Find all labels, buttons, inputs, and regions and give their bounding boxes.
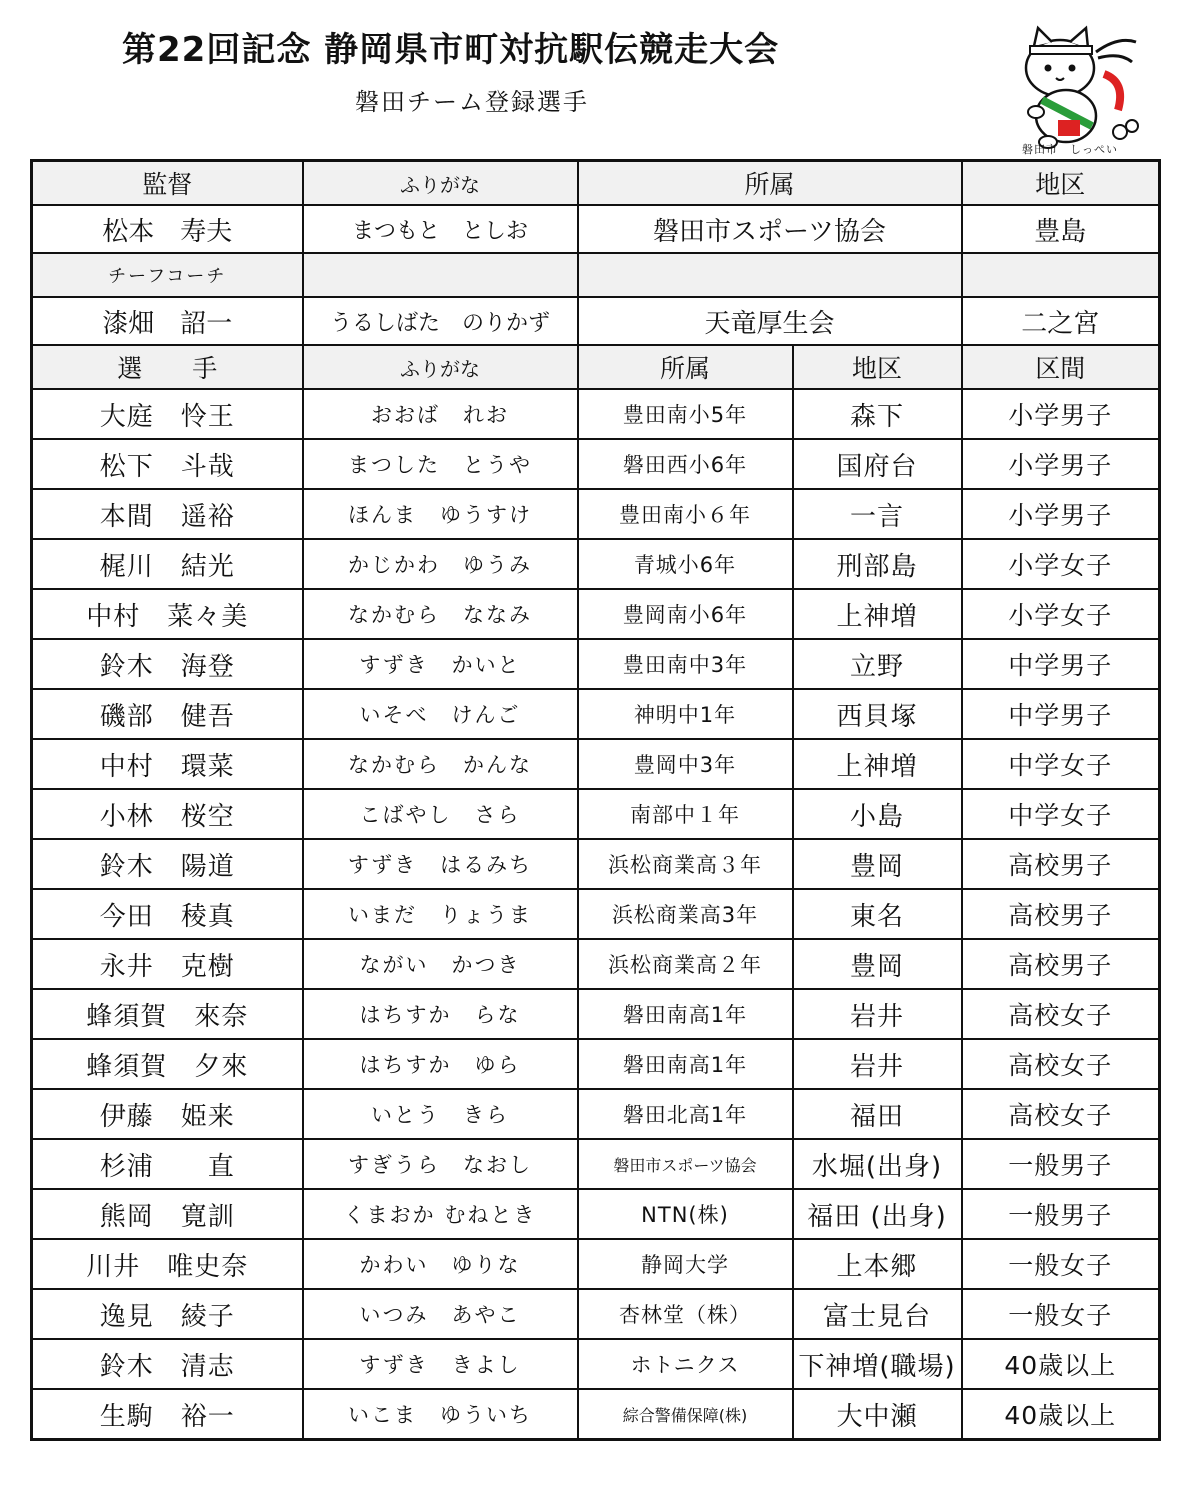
athlete-name: 今田 稜真	[32, 889, 303, 939]
athlete-list	[32, 389, 1160, 1440]
athlete-district: 大中瀬	[793, 1389, 962, 1440]
athlete-name: 小林 桜空	[32, 789, 303, 839]
athlete-district: 上本郷	[793, 1239, 962, 1289]
director-district: 豊島	[962, 205, 1160, 253]
athlete-name: 中村 環菜	[32, 739, 303, 789]
header-affiliation: 所属	[578, 161, 962, 206]
coach-affiliation: 天竜厚生会	[578, 297, 962, 345]
header-kana: ふりがな	[303, 161, 578, 206]
athlete-section: 40歳以上	[962, 1339, 1160, 1389]
athlete-section: 高校女子	[962, 1089, 1160, 1139]
table-row	[32, 539, 1160, 589]
athlete-district: 岩井	[793, 1039, 962, 1089]
mascot-icon	[1008, 22, 1148, 157]
athlete-name: 大庭 怜王	[32, 389, 303, 439]
athlete-affiliation: 磐田南高1年	[578, 989, 793, 1039]
director-kana: まつもと としお	[303, 205, 578, 253]
table-row	[32, 1189, 1160, 1239]
athlete-affiliation: 磐田西小6年	[578, 439, 793, 489]
athlete-section: 中学男子	[962, 639, 1160, 689]
athlete-affiliation: 豊田南中3年	[578, 639, 793, 689]
table-row	[32, 889, 1160, 939]
athlete-district: 西貝塚	[793, 689, 962, 739]
athlete-district: 東名	[793, 889, 962, 939]
athlete-affiliation: 杏林堂（株）	[578, 1289, 793, 1339]
athlete-name: 川井 唯史奈	[32, 1239, 303, 1289]
roster-table	[30, 159, 1161, 1441]
athlete-name: 中村 菜々美	[32, 589, 303, 639]
coach-kana: うるしばた のりかず	[303, 297, 578, 345]
coach-name: 漆畑 詔一	[32, 297, 303, 345]
athlete-district: 豊岡	[793, 939, 962, 989]
athlete-affiliation: 青城小6年	[578, 539, 793, 589]
athlete-district: 水堀(出身)	[793, 1139, 962, 1189]
athlete-section: 小学女子	[962, 539, 1160, 589]
athlete-kana: いとう きら	[303, 1089, 578, 1139]
athlete-section: 一般女子	[962, 1289, 1160, 1339]
athlete-affiliation: 静岡大学	[578, 1239, 793, 1289]
header-athlete-section: 区間	[962, 345, 1160, 389]
athlete-kana: すずき はるみち	[303, 839, 578, 889]
coach-header-empty-kana	[303, 253, 578, 297]
table-row	[32, 489, 1160, 539]
coach-label: チーフコーチ	[32, 253, 303, 297]
athlete-kana: こばやし さら	[303, 789, 578, 839]
director-row	[32, 205, 1160, 253]
athlete-section: 中学女子	[962, 739, 1160, 789]
table-row	[32, 1339, 1160, 1389]
page-subtitle: 磐田チーム登録選手	[355, 88, 589, 116]
athlete-affiliation: 磐田北高1年	[578, 1089, 793, 1139]
director-name: 松本 寿夫	[32, 205, 303, 253]
athlete-name: 磯部 健吾	[32, 689, 303, 739]
table-row	[32, 1139, 1160, 1189]
athlete-name: 蜂須賀 夕來	[32, 1039, 303, 1089]
athlete-affiliation: 綜合警備保障(株)	[578, 1389, 793, 1440]
athlete-section: 40歳以上	[962, 1389, 1160, 1440]
athlete-affiliation: 豊岡中3年	[578, 739, 793, 789]
athlete-section: 高校男子	[962, 889, 1160, 939]
header-athlete-kana: ふりがな	[303, 345, 578, 389]
coach-header-empty-affiliation	[578, 253, 962, 297]
coach-header-row	[32, 253, 1160, 297]
athlete-district: 福田	[793, 1089, 962, 1139]
athlete-district: 立野	[793, 639, 962, 689]
athlete-affiliation: 豊田南小5年	[578, 389, 793, 439]
athlete-affiliation: 浜松商業高3年	[578, 889, 793, 939]
athlete-name: 松下 斗哉	[32, 439, 303, 489]
athlete-district: 下神増(職場)	[793, 1339, 962, 1389]
athlete-section: 高校男子	[962, 939, 1160, 989]
athlete-kana: なかむら ななみ	[303, 589, 578, 639]
athlete-name: 梶川 結光	[32, 539, 303, 589]
athlete-affiliation: 神明中1年	[578, 689, 793, 739]
athlete-district: 上神増	[793, 739, 962, 789]
athlete-name: 鈴木 海登	[32, 639, 303, 689]
athlete-name: 生駒 裕一	[32, 1389, 303, 1440]
table-row	[32, 439, 1160, 489]
athlete-kana: いそべ けんご	[303, 689, 578, 739]
athlete-kana: まつした とうや	[303, 439, 578, 489]
athlete-kana: すずき きよし	[303, 1339, 578, 1389]
athlete-name: 熊岡 寛訓	[32, 1189, 303, 1239]
mascot-caption: 磐田市 しっぺい	[1022, 143, 1118, 156]
athlete-name: 杉浦 直	[32, 1139, 303, 1189]
table-row	[32, 1389, 1160, 1440]
athlete-section: 高校女子	[962, 1039, 1160, 1089]
athlete-section: 一般男子	[962, 1139, 1160, 1189]
athlete-district: 富士見台	[793, 1289, 962, 1339]
table-row	[32, 789, 1160, 839]
athlete-district: 国府台	[793, 439, 962, 489]
athlete-section: 小学男子	[962, 489, 1160, 539]
athlete-district: 一言	[793, 489, 962, 539]
table-row	[32, 939, 1160, 989]
athlete-kana: くまおか むねとき	[303, 1189, 578, 1239]
athlete-name: 逸見 綾子	[32, 1289, 303, 1339]
athlete-name: 永井 克樹	[32, 939, 303, 989]
athlete-section: 小学男子	[962, 389, 1160, 439]
athlete-affiliation: 磐田南高1年	[578, 1039, 793, 1089]
coach-district: 二之宮	[962, 297, 1160, 345]
coach-header-empty-district	[962, 253, 1160, 297]
athlete-district: 小島	[793, 789, 962, 839]
header-director: 監督	[32, 161, 303, 206]
athlete-name: 鈴木 清志	[32, 1339, 303, 1389]
athlete-kana: ながい かつき	[303, 939, 578, 989]
athlete-kana: いまだ りょうま	[303, 889, 578, 939]
athlete-affiliation: 南部中１年	[578, 789, 793, 839]
athlete-kana: はちすか ゆら	[303, 1039, 578, 1089]
staff-header-row	[32, 161, 1160, 206]
athlete-district: 森下	[793, 389, 962, 439]
table-row	[32, 1289, 1160, 1339]
athlete-kana: かじかわ ゆうみ	[303, 539, 578, 589]
athlete-kana: なかむら かんな	[303, 739, 578, 789]
table-row	[32, 739, 1160, 789]
athlete-section: 一般女子	[962, 1239, 1160, 1289]
athlete-section: 小学男子	[962, 439, 1160, 489]
athlete-header-row	[32, 345, 1160, 389]
athlete-affiliation: ホトニクス	[578, 1339, 793, 1389]
athlete-section: 高校男子	[962, 839, 1160, 889]
table-row	[32, 389, 1160, 439]
athlete-district: 上神増	[793, 589, 962, 639]
header-district: 地区	[962, 161, 1160, 206]
athlete-district: 豊岡	[793, 839, 962, 889]
table-row	[32, 639, 1160, 689]
athlete-affiliation: NTN(株)	[578, 1189, 793, 1239]
coach-row	[32, 297, 1160, 345]
page-title: 第22回記念 静岡県市町対抗駅伝競走大会	[122, 30, 780, 70]
athlete-affiliation: 磐田市スポーツ協会	[578, 1139, 793, 1189]
athlete-kana: かわい ゆりな	[303, 1239, 578, 1289]
table-row	[32, 1039, 1160, 1089]
athlete-affiliation: 豊田南小６年	[578, 489, 793, 539]
header-athlete-affiliation: 所属	[578, 345, 793, 389]
table-row	[32, 839, 1160, 889]
athlete-kana: ほんま ゆうすけ	[303, 489, 578, 539]
table-row	[32, 689, 1160, 739]
athlete-section: 中学女子	[962, 789, 1160, 839]
athlete-affiliation: 浜松商業高２年	[578, 939, 793, 989]
athlete-name: 本間 遥裕	[32, 489, 303, 539]
header-athlete: 選 手	[32, 345, 303, 389]
athlete-district: 岩井	[793, 989, 962, 1039]
athlete-kana: はちすか らな	[303, 989, 578, 1039]
table-row	[32, 989, 1160, 1039]
athlete-name: 伊藤 姫来	[32, 1089, 303, 1139]
athlete-name: 鈴木 陽道	[32, 839, 303, 889]
athlete-kana: すずき かいと	[303, 639, 578, 689]
director-affiliation: 磐田市スポーツ協会	[578, 205, 962, 253]
athlete-district: 福田 (出身)	[793, 1189, 962, 1239]
table-row	[32, 1089, 1160, 1139]
athlete-kana: いつみ あやこ	[303, 1289, 578, 1339]
athlete-kana: おおば れお	[303, 389, 578, 439]
athlete-affiliation: 豊岡南小6年	[578, 589, 793, 639]
table-row	[32, 1239, 1160, 1289]
header-athlete-district: 地区	[793, 345, 962, 389]
athlete-name: 蜂須賀 來奈	[32, 989, 303, 1039]
athlete-section: 高校女子	[962, 989, 1160, 1039]
athlete-section: 中学男子	[962, 689, 1160, 739]
athlete-kana: すぎうら なおし	[303, 1139, 578, 1189]
athlete-district: 刑部島	[793, 539, 962, 589]
athlete-kana: いこま ゆういち	[303, 1389, 578, 1440]
table-row	[32, 589, 1160, 639]
athlete-affiliation: 浜松商業高３年	[578, 839, 793, 889]
athlete-section: 小学女子	[962, 589, 1160, 639]
athlete-section: 一般男子	[962, 1189, 1160, 1239]
